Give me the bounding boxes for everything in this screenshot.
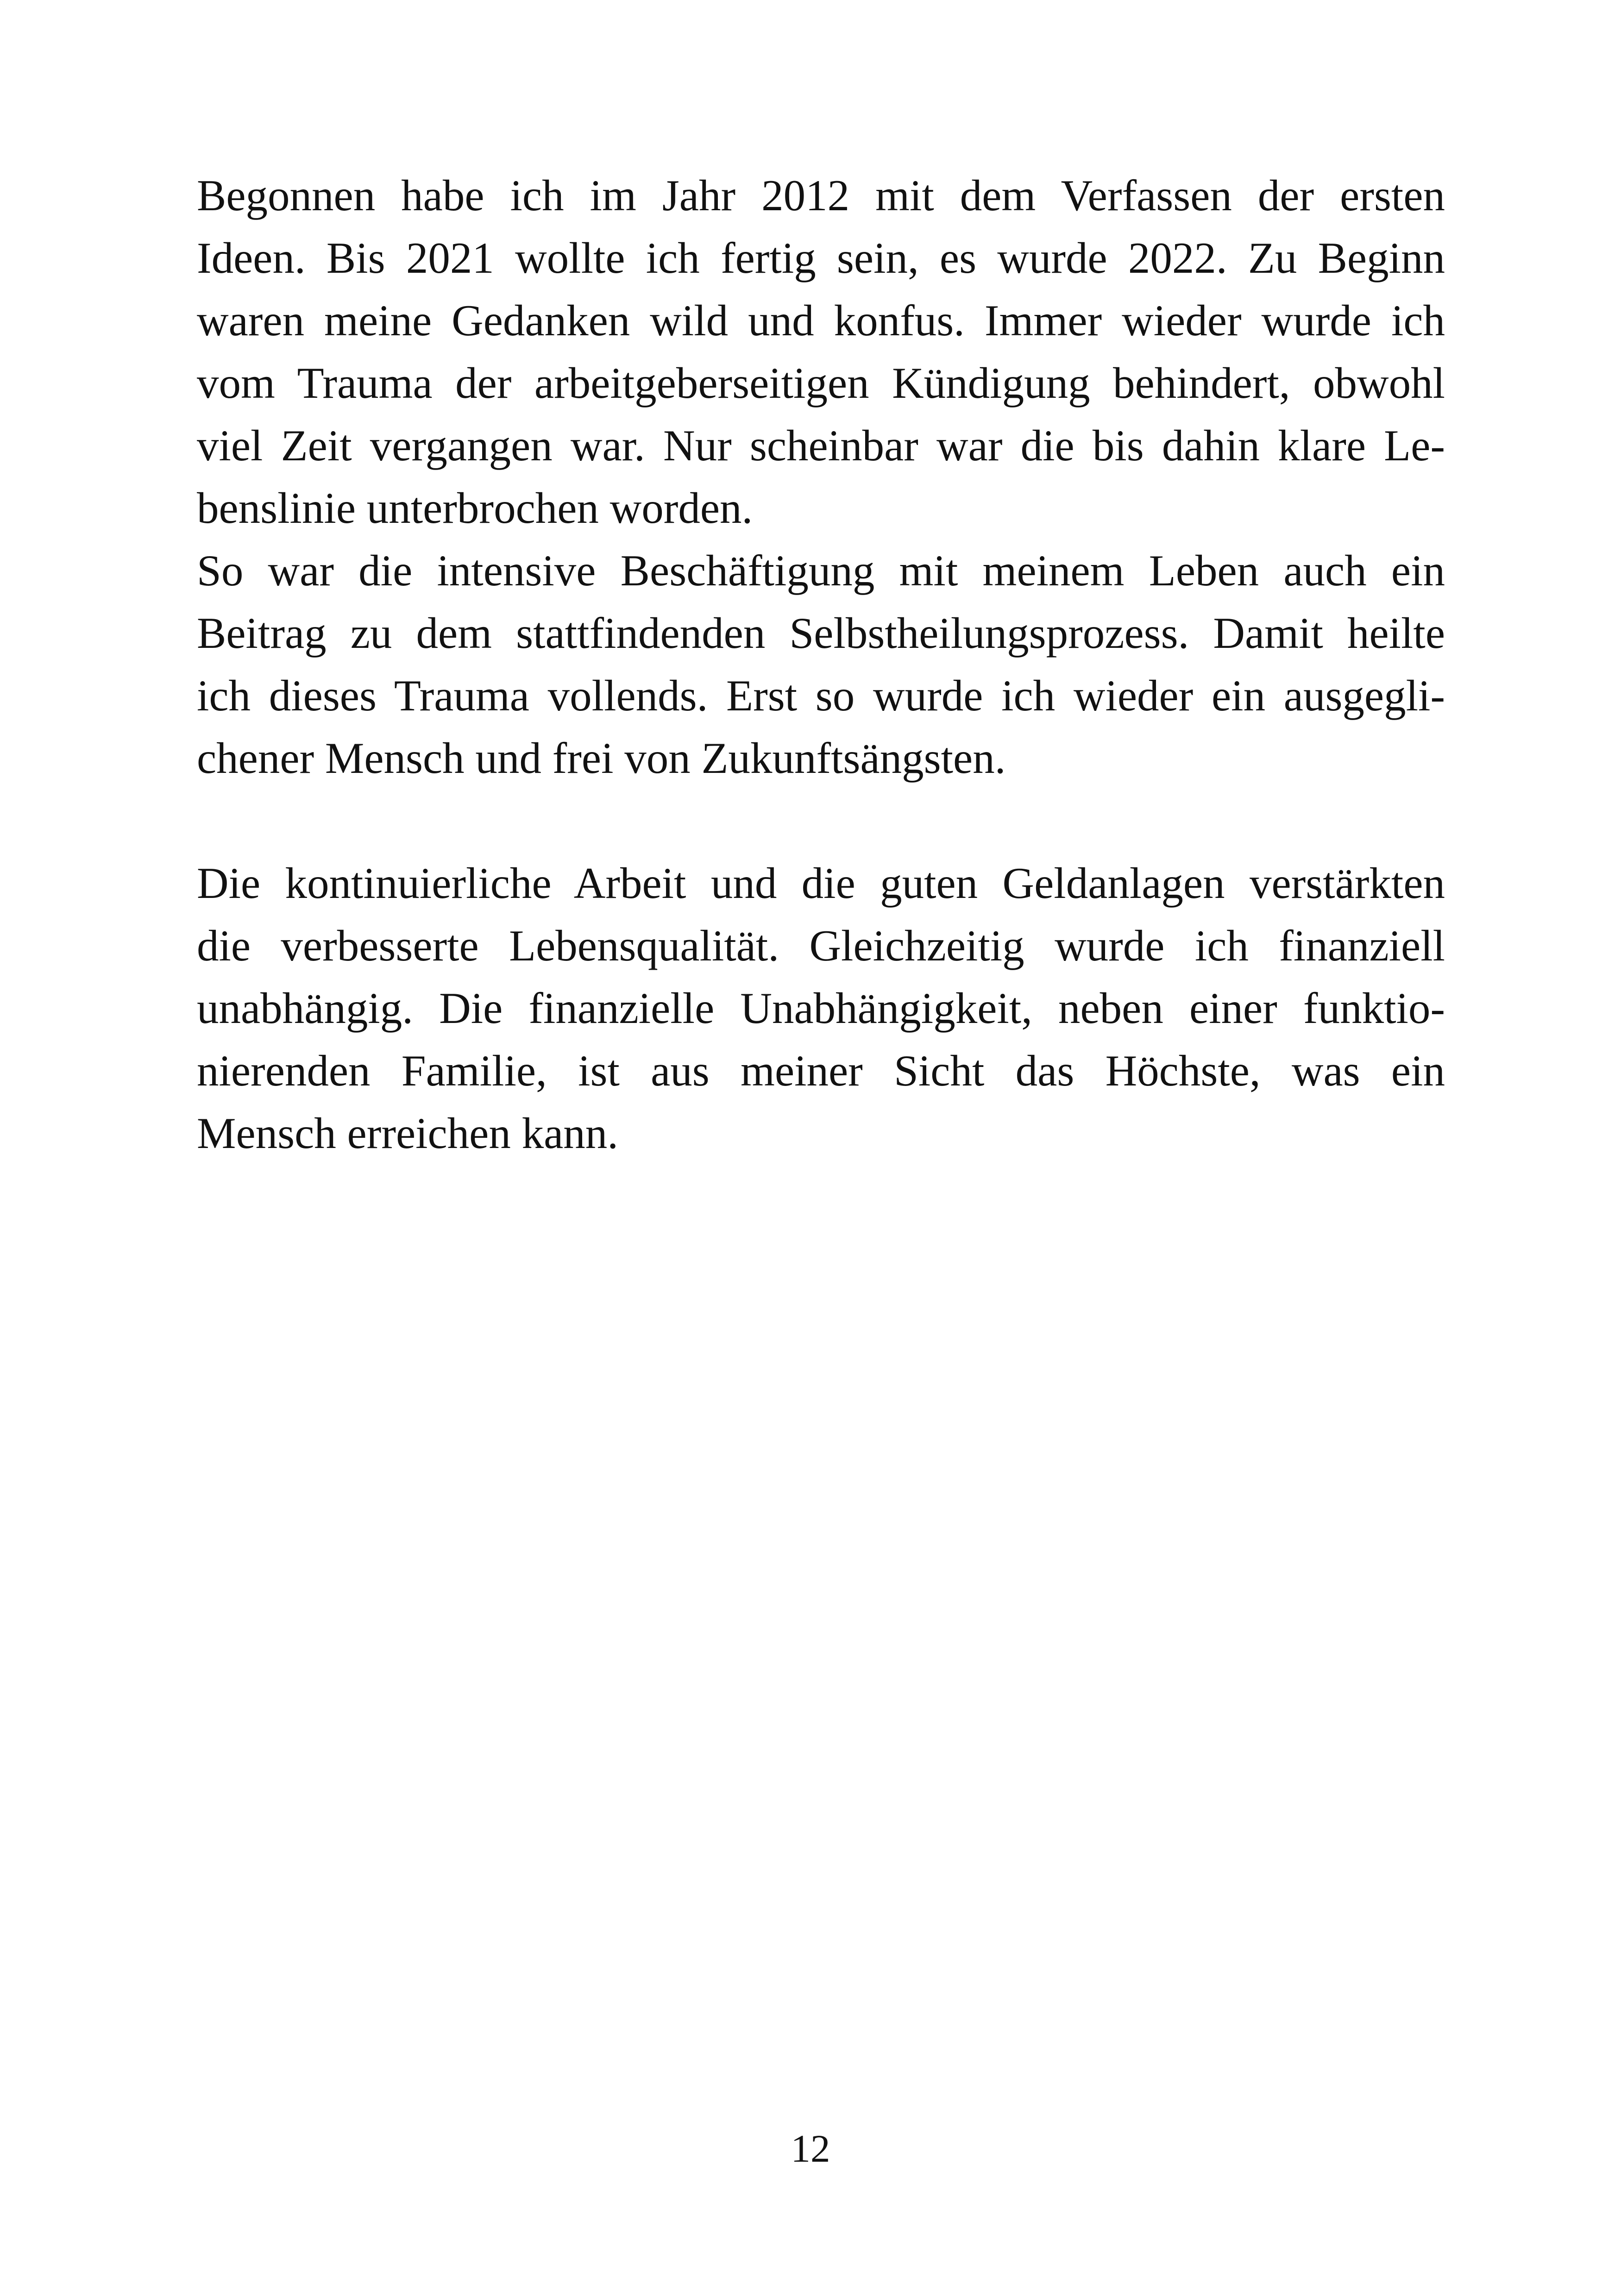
- text-line: unabhängig. Die finanzielle Unabhängigkeit, neben einer funktio-: [197, 984, 1445, 1033]
- paragraph-spacer: [197, 790, 1445, 852]
- paragraph: [197, 852, 1445, 1165]
- text-line: nierenden Familie, ist aus meiner Sicht das Höchste, was ein: [197, 1046, 1445, 1095]
- text-line: benslinie unterbrochen worden.: [197, 483, 753, 533]
- text-line: waren meine Gedanken wild und konfus. Immer wieder wurde ich: [197, 296, 1445, 345]
- text-line: Begonnen habe ich im Jahr 2012 mit dem Verfassen der ersten: [197, 171, 1445, 220]
- text-line: Die kontinuierliche Arbeit und die guten Geldanlagen verstärkten: [197, 859, 1445, 908]
- text-line: Ideen. Bis 2021 wollte ich fertig sein, es wurde 2022. Zu Beginn: [197, 233, 1445, 282]
- text-line: die verbesserte Lebensqualität. Gleichzeitig wurde ich finanziell: [197, 921, 1445, 970]
- text-line: Mensch erreichen kann.: [197, 1109, 619, 1158]
- text-line: chener Mensch und frei von Zukunftsängsten.: [197, 734, 1006, 783]
- text-line: vom Trauma der arbeitgeberseitigen Kündigung behindert, obwohl: [197, 358, 1445, 408]
- text-line: ich dieses Trauma vollends. Erst so wurde ich wieder ein ausgegli-: [197, 671, 1445, 720]
- body-text: [197, 164, 1445, 1165]
- paragraph: [197, 539, 1445, 790]
- text-line: viel Zeit vergangen war. Nur scheinbar war die bis dahin klare Le-: [197, 421, 1445, 470]
- paragraph: [197, 164, 1445, 539]
- page-number: 12: [791, 2127, 830, 2171]
- text-line: So war die intensive Beschäftigung mit meinem Leben auch ein: [197, 546, 1445, 595]
- text-line: Beitrag zu dem stattfindenden Selbstheilungsprozess. Damit heilte: [197, 609, 1445, 658]
